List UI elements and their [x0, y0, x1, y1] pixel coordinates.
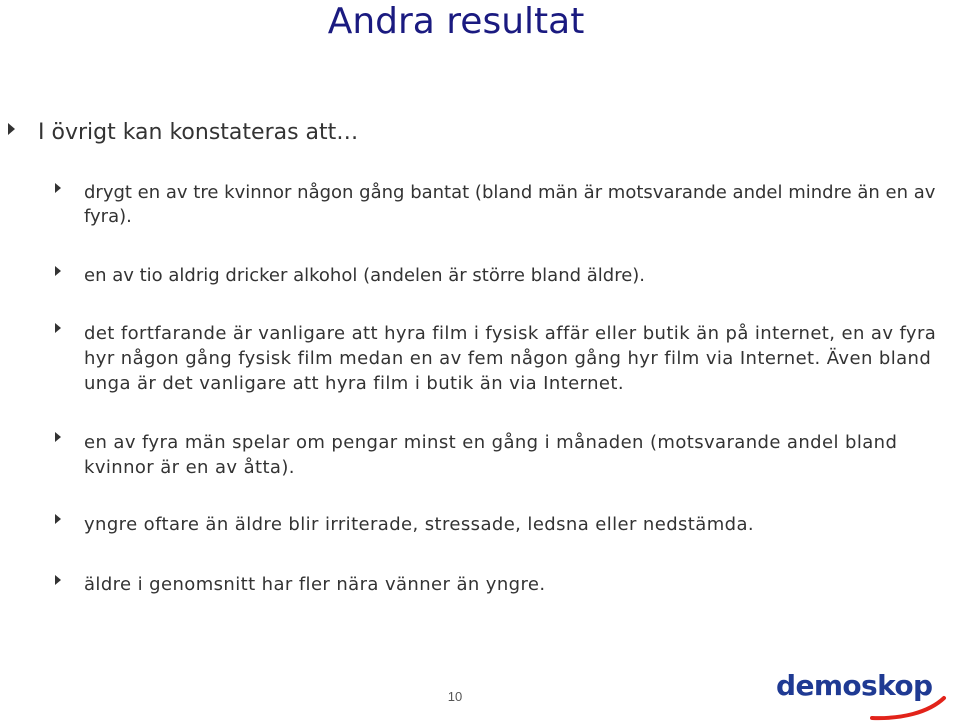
sub-bullet-5: yngre oftare än äldre blir irriterade, stressade, ledsna eller nedstämda.: [84, 514, 755, 535]
sub-bullet-6: äldre i genomsnitt har fler nära vänner än yngre.: [84, 574, 546, 595]
sub-bullet-1: drygt en av tre kvinnor någon gång bantat (bland män är motsvarande andel mindre än en av fyra).: [84, 182, 936, 227]
page-number: 10: [447, 689, 463, 704]
bullet-triangle-icon: [55, 514, 61, 524]
sub-bullet-2: en av tio aldrig dricker alkohol (andelen är större bland äldre).: [84, 265, 646, 286]
bullet-triangle-icon: [55, 575, 61, 585]
bullet-triangle-icon: [55, 432, 61, 442]
logo-swoosh-path: [872, 698, 944, 718]
bullet-triangle-icon: [8, 123, 15, 135]
bullet-triangle-icon: [55, 323, 61, 333]
main-bullet-text: I övrigt kan konstateras att…: [38, 120, 359, 145]
bullet-triangle-icon: [55, 266, 61, 276]
bullet-triangle-icon: [55, 183, 61, 193]
logo-wordmark: demoskop: [776, 669, 933, 702]
sub-bullet-4: en av fyra män spelar om pengar minst en gång i månaden (motsvarande andel bland kvinnor är en av åtta).: [84, 432, 898, 478]
sub-bullet-3: det fortfarande är vanligare att hyra film i fysisk affär eller butik än på internet, en av fyra hyr någon gång fysisk film medan en av fem någon gång hyr film via Internet. Även bland unga är det vanligare att hyra film i butik än via Internet.: [84, 323, 937, 394]
logo-swoosh-icon: [776, 668, 958, 724]
slide-title: Andra resultat: [327, 1, 585, 42]
demoskop-logo: [776, 668, 958, 724]
